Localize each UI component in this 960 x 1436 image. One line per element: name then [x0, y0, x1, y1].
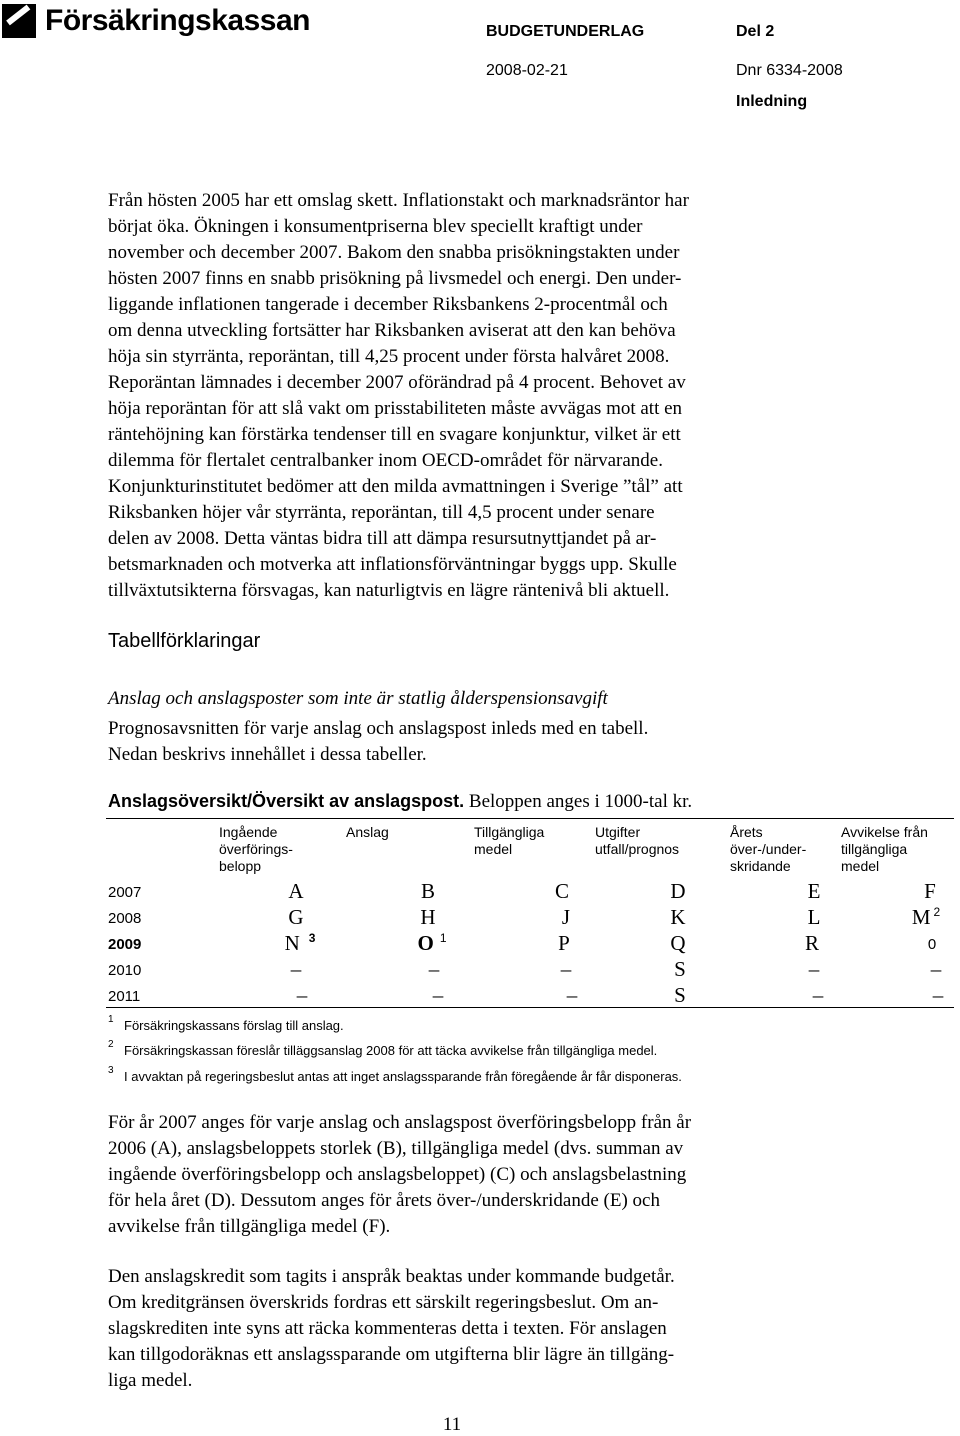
table-cell: –: [932, 983, 944, 1007]
table-cell: G: [288, 905, 304, 929]
header-line: Årets: [730, 824, 763, 840]
text-line: kan tillgodoräknas ett anslagssparande om utgifterna blir lägre än tillgäng-: [108, 1344, 675, 1365]
table-row-year: 2008: [108, 910, 142, 927]
text-line: betsmarknaden och motverka att inflationsförväntningar byggs upp. Skulle: [108, 554, 677, 575]
paragraph-anslagskredit: [108, 1264, 898, 1394]
table-cell-with-note: [402, 931, 462, 955]
table-cell: P: [558, 931, 570, 955]
table-header-ingaende: [219, 824, 293, 875]
table-cell: E: [807, 879, 821, 903]
text-line: Från hösten 2005 har ett omslag skett. Inflationstakt och marknadsräntor har: [108, 190, 689, 211]
cell-value: O: [417, 931, 434, 955]
table-row-year: 2009: [108, 936, 142, 953]
text-line: tillväxtutsikterna försvagas, kan naturligtvis en lägre räntenivå bli aktuell.: [108, 580, 670, 601]
cell-value: M: [911, 905, 931, 929]
text-line: Riksbanken höjer vår styrränta, reporäntan, till 4,5 procent under senare: [108, 502, 655, 523]
table-header-tillgangliga: [474, 824, 544, 858]
header-line: Utgifter: [595, 824, 641, 840]
table-header-arets: [730, 824, 806, 875]
text-line: november och december 2007. Bakom den snabba prisökningstakten under: [108, 242, 680, 263]
header-line: över-/under-: [730, 841, 807, 857]
doc-date: 2008-02-21: [486, 62, 568, 79]
header-line: Ingående: [219, 824, 278, 840]
footnote-text: Försäkringskassan föreslår tilläggsanslag 2008 för att täcka avvikelse från tillgängliga medel.: [124, 1043, 658, 1058]
table-cell: –: [812, 983, 824, 1007]
table-title: [108, 791, 692, 813]
table-title-bold: Anslagsöversikt/Översikt av anslagspost.: [108, 791, 465, 811]
text-line: Om kreditgränsen överskrids fordras ett särskilt regeringsbeslut. Om an-: [108, 1292, 659, 1313]
footnote-number: 3: [108, 1065, 114, 1076]
section-heading: Tabellförklaringar: [108, 630, 261, 652]
text-line: räntehöjning kan förstärka tendenser till en svagare konjunktur, vilket är ett: [108, 424, 681, 445]
header-line: tillgängliga: [841, 841, 908, 857]
table-cell: F: [924, 879, 936, 903]
footnote-ref: 2: [933, 905, 941, 919]
table-cell: C: [554, 879, 569, 903]
header-line: utfall/prognos: [595, 841, 680, 857]
text-line: börjat öka. Ökningen i konsumentpriserna blev speciellt kraftigt under: [108, 216, 643, 237]
table-cell: –: [290, 957, 302, 981]
brand-name: Försäkringskassan: [45, 4, 310, 37]
text-line: Konjunkturinstitutet bedömer att den milda avmattningen i Sverige ”tål” att: [108, 476, 683, 497]
header-line: medel: [841, 858, 880, 874]
text-line: höja reporäntan för att slå vakt om prisstabiliteten måste avvägas mot att en: [108, 398, 683, 419]
text-line: liga medel.: [108, 1370, 193, 1391]
table-row-year: 2007: [108, 884, 142, 901]
table-cell: 0: [927, 936, 937, 953]
text-line: om denna utveckling fortsätter har Riksbanken aviserat att den kan behöva: [108, 320, 676, 341]
table-row-year: 2011: [108, 988, 141, 1005]
text-line: Den anslagskredit som tagits i anspråk beaktas under kommande budgetår.: [108, 1266, 675, 1287]
page-number: 11: [442, 1414, 462, 1435]
brand-logo: [2, 3, 310, 39]
table-cell: –: [560, 957, 572, 981]
table-cell: –: [808, 957, 820, 981]
doc-part: Del 2: [736, 23, 775, 40]
header-line: Avvikelse från: [841, 824, 928, 840]
text-line: Nedan beskrivs innehållet i dessa tabeller.: [108, 744, 427, 765]
footnote-text: I avvaktan på regeringsbeslut antas att inget anslagssparande från föregående år får disponeras.: [124, 1069, 682, 1084]
header-line: Tillgängliga: [474, 824, 545, 840]
text-line: Prognosavsnitten för varje anslag och anslagspost inleds med en tabell.: [108, 718, 649, 739]
paragraph-2007-explanation: [108, 1110, 898, 1240]
table-cell: Q: [670, 931, 686, 955]
table-cell: H: [420, 905, 436, 929]
header-line: medel: [474, 841, 513, 857]
table-header-avvikelse: [841, 824, 928, 875]
table-top-rule: [106, 818, 954, 819]
table-cell: B: [420, 879, 435, 903]
table-cell: K: [670, 905, 686, 929]
table-cell: –: [296, 983, 308, 1007]
table-cell: –: [428, 957, 440, 981]
footnote-number: 2: [108, 1039, 114, 1050]
text-line: slagskrediten inte syns att räcka kommenteras detta i texten. För anslagen: [108, 1318, 667, 1339]
table-cell: J: [561, 905, 571, 929]
text-line: för hela året (D). Dessutom anges för årets över-/underskridande (E) och: [108, 1190, 660, 1211]
table-cell-with-note: [896, 905, 956, 929]
brand-mark-icon: [2, 4, 36, 38]
table-cell: R: [804, 931, 819, 955]
table-cell: A: [288, 879, 304, 903]
paragraph-inflation: [108, 188, 898, 604]
table-header-utgifter: [595, 824, 679, 858]
doc-dnr: Dnr 6334-2008: [736, 62, 843, 79]
table-cell: S: [674, 983, 686, 1007]
paragraph-table-intro: [108, 716, 898, 768]
footnote-ref: 1: [439, 931, 447, 945]
text-line: Reporäntan lämnades i december 2007 oförändrad på 4 procent. Behovet av: [108, 372, 686, 393]
table-cell: L: [807, 905, 821, 929]
footnote-ref: 3: [308, 931, 316, 945]
table-cell-with-note: [270, 931, 330, 955]
text-line: dilemma för flertalet centralbanker inom OECD-området för närvarande.: [108, 450, 663, 471]
doc-section: Inledning: [736, 93, 808, 110]
header-line: Anslag: [346, 824, 389, 840]
header-line: överförings-: [219, 841, 293, 857]
text-line: höja sin styrränta, reporäntan, till 4,25 procent under första halvåret 2008.: [108, 346, 670, 367]
table-cell: S: [674, 957, 686, 981]
subheading: Anslag och anslagsposter som inte är statlig ålderspensionsavgift: [108, 688, 608, 709]
table-title-rest: Beloppen anges i 1000-tal kr.: [464, 791, 693, 812]
header-line: skridande: [730, 858, 791, 874]
text-line: hösten 2007 finns en snabb prisökning på livsmedel och energi. Den under-: [108, 268, 682, 289]
text-line: 2006 (A), anslagsbeloppets storlek (B), tillgängliga medel (dvs. summan av: [108, 1138, 684, 1159]
table-bottom-rule: [106, 1007, 954, 1008]
table-cell: –: [566, 983, 578, 1007]
text-line: För år 2007 anges för varje anslag och anslagspost överföringsbelopp från år: [108, 1112, 692, 1133]
text-line: ingående överföringsbelopp och anslagsbeloppet) (C) och anslagsbelastning: [108, 1164, 687, 1185]
table-cell: D: [670, 879, 686, 903]
text-line: avvikelse från tillgängliga medel (F).: [108, 1216, 391, 1237]
table-row-year: 2010: [108, 962, 142, 979]
table-header-anslag: [346, 824, 389, 841]
footnote-text: Försäkringskassans förslag till anslag.: [124, 1018, 344, 1033]
footnote-number: 1: [108, 1014, 114, 1025]
text-line: delen av 2008. Detta väntas bidra till att dämpa resursutnyttjandet på ar-: [108, 528, 657, 549]
table-cell: –: [432, 983, 444, 1007]
header-line: belopp: [219, 858, 262, 874]
doc-type: BUDGETUNDERLAG: [486, 23, 645, 40]
text-line: liggande inflationen tangerade i december Riksbankens 2-procentmål och: [108, 294, 668, 315]
cell-value: N: [284, 931, 300, 955]
table-cell: –: [930, 957, 942, 981]
